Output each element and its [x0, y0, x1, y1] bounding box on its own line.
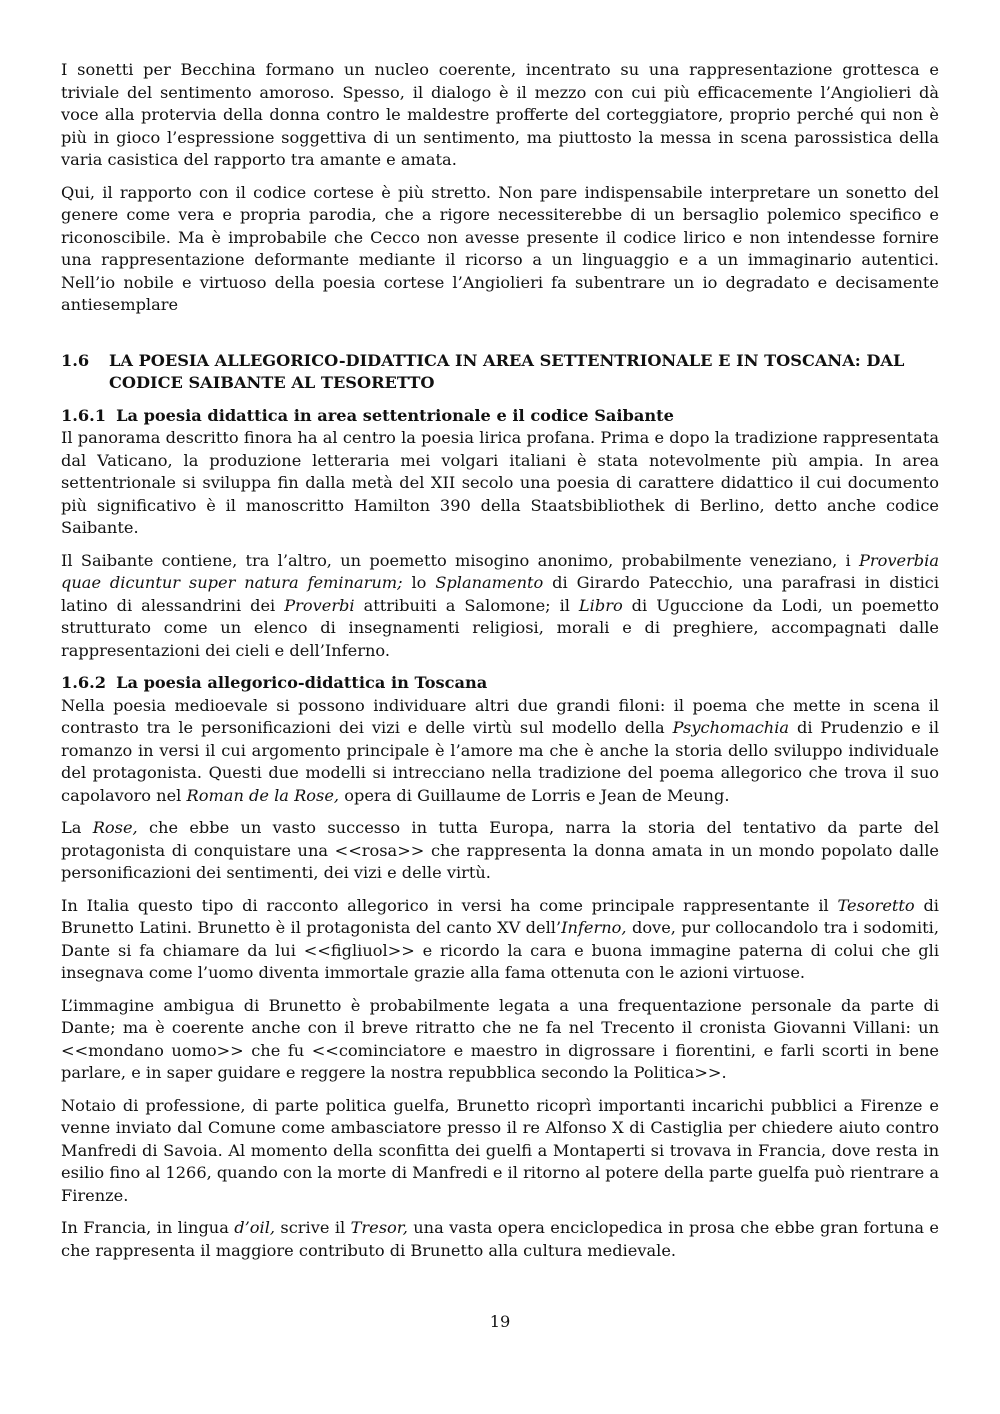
document-page	[61, 59, 939, 1272]
paragraph-rose: La Rose, che ebbe un vasto successo in tutta Europa, narra la storia del tentativo da parte del protagonista di conquistare una <<rosa>> che rappresenta la donna amata in un mondo popolato dalle personificazioni dei sentimenti, dei vizi e delle virtù.	[61, 818, 939, 882]
paragraph-codice-cortese: Qui, il rapporto con il codice cortese è più stretto. Non pare indispensabile interpretare un sonetto del genere come vera e propria parodia, che a rigore necessiterebbe di un bersaglio polemico specifico e riconoscibile. Ma è improbabile che Cecco non avesse presente il codice lirico e non intendesse fornire una rappresentazione deformante mediante il ricorso a un linguaggio e a un immaginario autentici. Nell’io nobile e virtuoso della poesia cortese l’Angiolieri fa subentrare un io degradato e decisamente antiesemplare	[61, 182, 939, 314]
subsection-number: 1.6.2	[61, 673, 107, 692]
section-heading	[61, 350, 939, 395]
paragraph-immagine: L’immagine ambigua di Brunetto è probabilmente legata a una frequentazione personale da parte di Dante; ma è coerente anche con il breve ritratto che ne fa nel Trecento il cronista Giovanni Villani: un <<mondano uomo>> che fu <<cominciatore e maestro in digrossare i fiorentini, e farli scorti in bene parlare, e in saper guidare e reggere la nostra repubblica secondo la Politica>>.	[61, 995, 939, 1082]
paragraph-filoni: Nella poesia medioevale si possono individuare altri due grandi filoni: il poema che mette in scena il contrasto tra le personificazioni dei vizi e delle virtù sul modello della Psychomachia di Prudenzio e il romanzo in versi il cui argomento principale è l’amore ma che è anche la storia dello sviluppo individuale del protagonista. Questi due modelli si intrecciano nella tradizione del poema allegorico che trova il suo capolavoro nel Roman de la Rose, opera di Guillaume de Lorris e Jean de Meung.	[61, 695, 939, 805]
subsection-number: 1.6.1	[61, 405, 107, 425]
paragraph-tesoretto: In Italia questo tipo di racconto allegorico in versi ha come principale rappresentante il Tesoretto di Brunetto Latini. Brunetto è il protagonista del canto XV dell’Inferno, dove, pur collocandolo tra i sodomiti, Dante si fa chiamare da lui <<figliuol>> e ricordo la cara e buona immagine paterna di colui che gli insegnava come l’uomo diventa immortale grazie alla fama ottenuta con le azioni virtuose.	[61, 895, 939, 982]
section-title: LA POESIA ALLEGORICO-DIDATTICA IN AREA SETTENTRIONALE E IN TOSCANA: DAL CODICE SAIBANTE AL TESORETTO	[109, 350, 905, 392]
paragraph-becchina: I sonetti per Becchina formano un nucleo coerente, incentrato su una rappresentazione grottesca e triviale del sentimento amoroso. Spesso, il dialogo è il mezzo con cui più efficacemente l’Angiolieri dà voce alla protervia della donna contro le maldestre profferte del corteggiatore, proprio perché qui non è più in gioco l’espressione soggettiva di un sentimento, ma piuttosto la messa in scena parossistica della varia casistica del rapporto tra amante e amata.	[61, 60, 939, 169]
paragraph-notaio: Notaio di professione, di parte politica guelfa, Brunetto ricoprì importanti incarichi pubblici a Firenze e venne inviato dal Comune come ambasciatore presso il re Alfonso X di Castiglia per chiedere aiuto contro Manfredi di Savoia. Al momento della sconfitta dei guelfi a Montaperti si trovava in Francia, dove resta in esilio fino al 1266, quando con la morte di Manfredi e il ritorno al potere della parte guelfa può rientrare a Firenze.	[61, 1095, 939, 1205]
section-number: 1.6	[61, 350, 90, 370]
paragraph-panorama: Il panorama descritto finora ha al centro la poesia lirica profana. Prima e dopo la tradizione rappresentata dal Vaticano, la produzione letteraria mei volgari italiani è stata notevolmente più ampia. In area settentrionale si sviluppa fin dalla metà del XII secolo una poesia di carattere didattico il cui documento più significativo è il manoscritto Hamilton 390 della Staatsbibliothek di Berlino, detto anche codice Saibante.	[61, 428, 939, 537]
page-number: 19	[489, 1312, 511, 1331]
subsection-title: La poesia didattica in area settentrionale e il codice Saibante	[116, 405, 674, 425]
subsection-heading-1	[61, 405, 939, 428]
subsection-title: La poesia allegorico-didattica in Toscana	[116, 673, 488, 692]
subsection-heading-2	[61, 672, 939, 695]
paragraph-tresor: In Francia, in lingua d’oil, scrive il Tresor, una vasta opera enciclopedica in prosa che ebbe gran fortuna e che rappresenta il maggiore contributo di Brunetto alla cultura medievale.	[61, 1218, 939, 1260]
paragraph-saibante: Il Saibante contiene, tra l’altro, un poemetto misogino anonimo, probabilmente veneziano, i Proverbia quae dicuntur super natura feminarum; lo Splanamento di Girardo Patecchio, una parafrasi in distici latino di alessandrini dei Proverbi attribuiti a Salomone; il Libro di Uguccione da Lodi, un poemetto strutturato come un elenco di insegnamenti religiosi, morali e di preghiere, accompagnati dalle rappresentazioni dei cieli e dell’Inferno.	[61, 550, 939, 660]
